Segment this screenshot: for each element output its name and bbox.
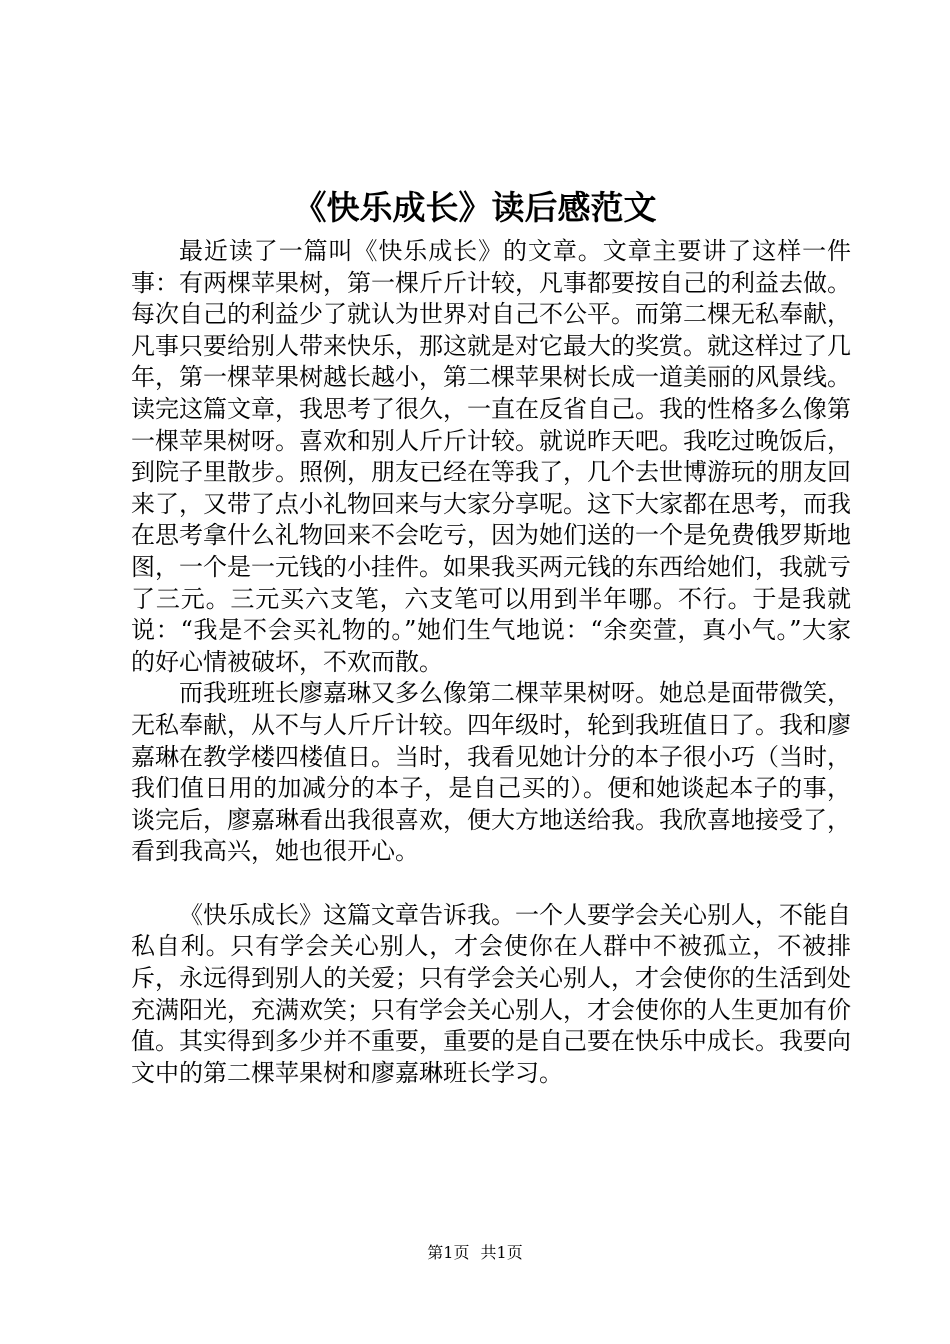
paragraph-1: 最近读了一篇叫《快乐成长》的文章。文章主要讲了这样一件事：有两棵苹果树，第一棵斤斤计较，凡事都要按自己的利益去做。每次自己的利益少了就认为世界对自己不公平。而第二棵无私奉献，凡事只要给别人带来快乐，那这就是对它最大的奖赏。就这样过了几年，第一棵苹果树越长越小，第二棵苹果树长成一道美丽的风景线。读完这篇文章，我思考了很久，一直在反省自己。我的性格多么像第一棵苹果树呀。喜欢和别人斤斤计较。就说昨天吧。我吃过晚饭后，到院子里散步。照例，朋友已经在等我了，几个去世博游玩的朋友回来了，又带了点小礼物回来与大家分享呢。这下大家都在思考，而我在思考拿什么礼物回来不会吃亏，因为她们送的一个是免费俄罗斯地图，一个是一元钱的小挂件。如果我买两元钱的东西给她们，我就亏了三元。三元买六支笔，六支笔可以用到半年哪。不行。于是我就说：“我是不会买礼物的。”她们生气地说：“余奕萱，真小气。”大家的好心情被破坏，不欢而散。 [131,237,851,676]
page-total: 共1页 [480,1243,523,1262]
document-body [131,236,851,1089]
page-number: 第1页 [427,1243,470,1262]
paragraph-2: 而我班班长廖嘉琳又多么像第二棵苹果树呀。她总是面带微笑，无私奉献，从不与人斤斤计较。四年级时，轮到我班值日了。我和廖嘉琳在教学楼四楼值日。当时，我看见她计分的本子很小巧（当时，我们值日用的加减分的本子，是自己买的）。便和她谈起本子的事，谈完后，廖嘉琳看出我很喜欢，便大方地送给我。我欣喜地接受了，看到我高兴，她也很开心。 [131,679,851,866]
page-footer [0,1242,950,1264]
paragraph-3: 《快乐成长》这篇文章告诉我。一个人要学会关心别人，不能自私自利。只有学会关心别人，才会使你在人群中不被孤立，不被排斥，永远得到别人的关爱；只有学会关心别人，才会使你的生活到处充满阳光，充满欢笑；只有学会关心别人，才会使你的人生更加有价值。其实得到多少并不重要，重要的是自己要在快乐中成长。我要向文中的第二棵苹果树和廖嘉琳班长学习。 [131,900,851,1087]
document-title: 《快乐成长》读后感范文 [293,188,657,227]
